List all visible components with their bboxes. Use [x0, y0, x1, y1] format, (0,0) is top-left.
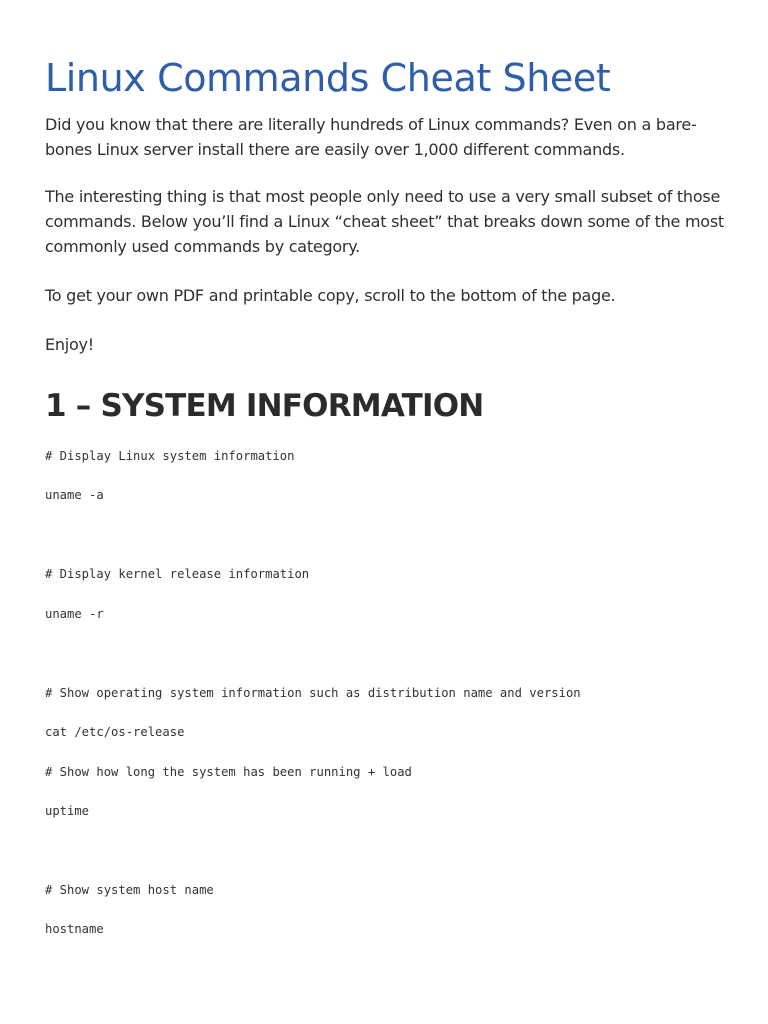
- subset-paragraph: The interesting thing is that most people only need to use a very small subset of those commands. Below you’ll find a Linux “cheat sheet” that breaks down some of the most commonly used commands by category.: [45, 187, 724, 256]
- code-command: uptime: [45, 804, 90, 818]
- code-comment: # Display Linux system information: [45, 449, 295, 463]
- pdf-paragraph: To get your own PDF and printable copy, scroll to the bottom of the page.: [45, 286, 616, 305]
- code-comment: # Show operating system information such as distribution name and version: [45, 686, 581, 700]
- intro-paragraph: Did you know that there are literally hundreds of Linux commands? Even on a bare-bones Linux server install there are easily over 1,000 different commands.: [45, 115, 697, 159]
- page-title: Linux Commands Cheat Sheet: [45, 56, 611, 100]
- code-comment: # Display kernel release information: [45, 567, 310, 581]
- code-command: cat /etc/os-release: [45, 725, 185, 739]
- code-command: uname -r: [45, 607, 104, 621]
- section-heading: 1 – SYSTEM INFORMATION: [45, 388, 484, 424]
- code-comment: # Show how long the system has been running + load: [45, 765, 412, 779]
- code-comment: # Show system host name: [45, 883, 214, 897]
- code-command: uname -a: [45, 488, 104, 502]
- enjoy-paragraph: Enjoy!: [45, 335, 94, 354]
- code-command: hostname: [45, 922, 104, 936]
